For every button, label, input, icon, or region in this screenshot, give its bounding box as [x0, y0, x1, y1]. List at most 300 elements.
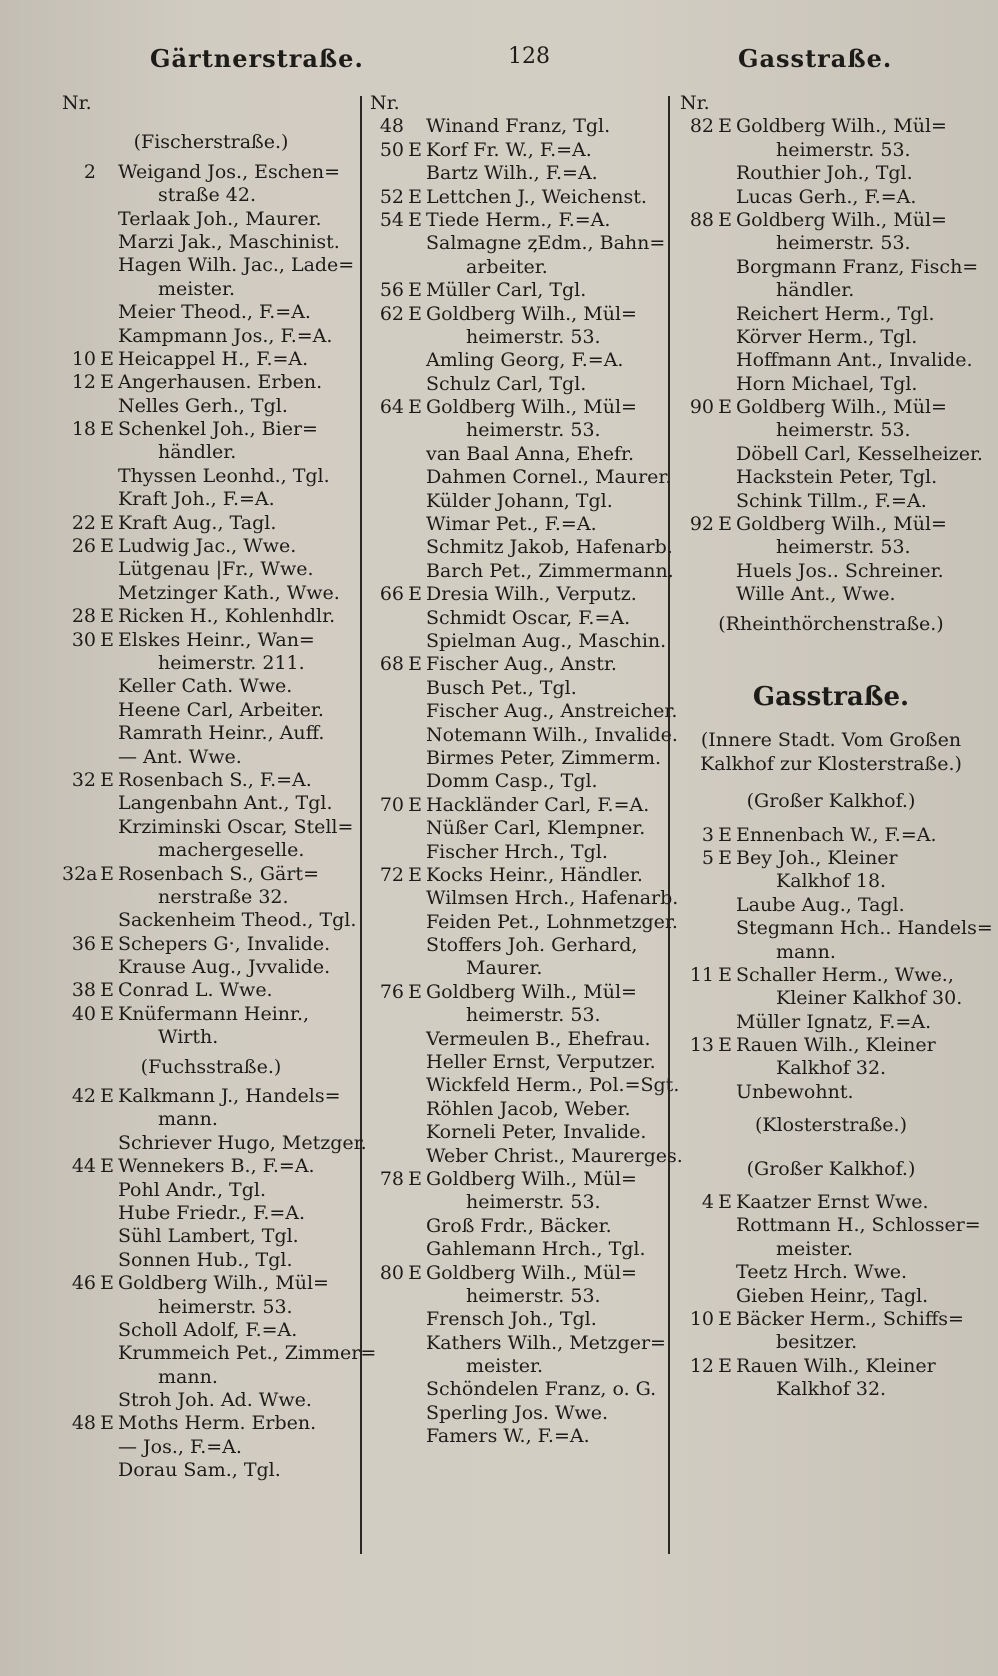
- directory-entry: [370, 910, 678, 934]
- directory-entry: [680, 1331, 982, 1354]
- house-number: 90: [689, 396, 714, 419]
- resident-text: Nüßer Carl, Klempner.: [426, 817, 646, 840]
- resident-text: Vermeulen B., Ehefrau.: [426, 1027, 651, 1050]
- resident-text: Moths Herm. Erben.: [118, 1412, 317, 1435]
- owner-mark: E: [100, 1085, 114, 1108]
- street-note: Kalkhof zur Klosterstraße.): [700, 752, 962, 775]
- resident-text: Schaller Herm., Wwe.,: [736, 963, 954, 986]
- resident-text: Heicappel H., F.=A.: [118, 347, 309, 370]
- house-number: 18: [71, 418, 96, 441]
- resident-text: Kaatzer Ernst Wwe.: [736, 1191, 929, 1214]
- resident-text: Notemann Wilh., Invalide.: [426, 723, 678, 746]
- resident-text: Dresia Wilh., Verputz.: [426, 583, 637, 606]
- directory-entry: [370, 677, 666, 700]
- directory-entry: [370, 1098, 666, 1121]
- directory-entry: [680, 256, 982, 279]
- resident-text: Bey Joh., Kleiner: [736, 846, 898, 869]
- house-number: 44: [71, 1155, 96, 1178]
- resident-text: Borgmann Franz, Fisch=: [736, 255, 979, 278]
- owner-mark: E: [408, 396, 422, 419]
- resident-text: Ramrath Heinr., Auff.: [118, 722, 325, 745]
- directory-entry: [680, 490, 982, 513]
- directory-entry: [370, 443, 666, 466]
- resident-text: Sonnen Hub., Tgl.: [118, 1248, 293, 1271]
- resident-text: Gahlemann Hrch., Tgl.: [426, 1238, 646, 1261]
- owner-mark: E: [100, 1155, 114, 1178]
- directory-entry: [680, 186, 982, 209]
- directory-entry: [680, 1355, 982, 1378]
- resident-text: Keller Cath. Wwe.: [118, 675, 293, 698]
- resident-text: Stoffers Joh. Gerhard,: [426, 934, 638, 957]
- resident-text: Rauen Wilh., Kleiner: [736, 1354, 936, 1377]
- directory-entry: [370, 1215, 666, 1238]
- resident-text: Horn Michael, Tgl.: [736, 372, 918, 395]
- house-number: 12: [71, 371, 96, 394]
- resident-text: Schöndelen Franz, o. G.: [426, 1378, 657, 1401]
- owner-mark: E: [100, 605, 114, 628]
- resident-text: Stegmann Hch.. Handels=: [736, 917, 993, 940]
- resident-text: Kraft Joh., F.=A.: [118, 488, 275, 511]
- directory-entry: [680, 303, 982, 326]
- owner-mark: E: [100, 1412, 114, 1435]
- directory-entry: [370, 1402, 666, 1425]
- directory-entry: [370, 373, 666, 396]
- directory-entry: [370, 607, 666, 630]
- resident-text: Müller Carl, Tgl.: [426, 279, 587, 302]
- directory-entry: [62, 441, 360, 464]
- resident-text: Scholl Adolf, F.=A.: [118, 1318, 298, 1341]
- directory-entry: [62, 371, 360, 394]
- resident-text: Goldberg Wilh., Mül=: [736, 115, 947, 138]
- subsection-heading: (Fuchsstraße.): [140, 1055, 282, 1078]
- directory-entry: [370, 1121, 666, 1144]
- resident-text: Schriever Hugo, Metzger.: [118, 1131, 367, 1154]
- directory-entry: [370, 1004, 666, 1027]
- directory-entry: [370, 864, 666, 887]
- owner-mark: E: [408, 208, 422, 231]
- house-number: 28: [71, 605, 96, 628]
- column-1: [62, 92, 377, 1483]
- directory-entry: [370, 559, 674, 583]
- resident-text: Weigand Jos., Eschen=: [118, 160, 341, 183]
- resident-text: Goldberg Wilh., Mül=: [426, 302, 637, 325]
- directory-entry: [680, 847, 982, 870]
- resident-text: Lütgenau |Fr., Wwe.: [118, 558, 314, 581]
- resident-text: Teetz Hrch. Wwe.: [736, 1261, 908, 1284]
- resident-text: Schenkel Joh., Bier=: [118, 418, 318, 441]
- directory-entry: [62, 722, 360, 745]
- resident-text: Wille Ant., Wwe.: [736, 583, 896, 606]
- resident-text: Krziminski Oscar, Stell=: [118, 815, 354, 838]
- directory-entry: [62, 582, 360, 605]
- directory-entry: [62, 535, 360, 558]
- resident-text: heimerstr. 53.: [776, 232, 911, 255]
- column-rule: [668, 96, 670, 1554]
- resident-text: Nelles Gerh., Tgl.: [118, 394, 288, 417]
- directory-entry: [370, 1332, 666, 1355]
- directory-entry: [680, 870, 982, 893]
- resident-text: Famers W., F.=A.: [426, 1425, 590, 1448]
- resident-text: Gieben Heinr,, Tagl.: [736, 1284, 929, 1307]
- resident-text: Goldberg Wilh., Mül=: [426, 1167, 637, 1190]
- resident-text: Goldberg Wilh., Mül=: [426, 980, 637, 1003]
- resident-text: heimerstr. 53.: [466, 1284, 601, 1307]
- directory-entry: [680, 279, 982, 302]
- house-number: 22: [71, 511, 96, 534]
- resident-text: meister.: [466, 1355, 544, 1378]
- resident-text: Elskes Heinr., Wan=: [118, 628, 315, 651]
- house-number: 12: [689, 1354, 714, 1377]
- directory-entry: [62, 465, 360, 488]
- house-number: 80: [379, 1261, 404, 1284]
- directory-entry: [370, 209, 666, 232]
- owner-mark: E: [718, 1354, 732, 1377]
- directory-entry: [62, 348, 360, 371]
- house-number: 50: [379, 138, 404, 161]
- resident-text: Schmidt Oscar, F.=A.: [426, 606, 631, 629]
- resident-text: heimerstr. 53.: [776, 536, 911, 559]
- resident-text: Dahmen Cornel., Maurer.: [426, 466, 672, 489]
- directory-entry: [370, 396, 666, 419]
- resident-text: heimerstr. 211.: [158, 651, 305, 674]
- directory-entry: [62, 909, 360, 932]
- resident-text: mann.: [776, 940, 836, 963]
- owner-mark: E: [408, 302, 422, 325]
- resident-text: nerstraße 32.: [158, 885, 289, 908]
- resident-text: Körver Herm., Tgl.: [736, 325, 918, 348]
- directory-entry: [62, 769, 360, 792]
- directory-entry: [370, 490, 666, 513]
- resident-text: Sackenheim Theod., Tgl.: [118, 909, 357, 932]
- directory-entry: [680, 443, 982, 466]
- directory-entry: [62, 699, 360, 722]
- owner-mark: E: [100, 371, 114, 394]
- house-number: 76: [379, 980, 404, 1003]
- directory-entry: [370, 794, 666, 817]
- resident-text: Wickfeld Herm., Pol.=Sgt.: [426, 1074, 680, 1097]
- resident-text: Fischer Aug., Anstreicher.: [426, 700, 678, 723]
- resident-text: Schepers G·, Invalide.: [118, 932, 331, 955]
- directory-entry: [62, 1366, 360, 1389]
- resident-text: meister.: [776, 1237, 854, 1260]
- directory-entry: [680, 1261, 982, 1284]
- resident-text: Conrad L. Wwe.: [118, 979, 273, 1002]
- directory-entry: [370, 256, 666, 279]
- owner-mark: E: [718, 1034, 732, 1057]
- resident-text: Kraft Aug., Tagl.: [118, 511, 277, 534]
- directory-entry: [680, 349, 982, 372]
- resident-text: Angerhausen. Erben.: [118, 371, 323, 394]
- house-number: 48: [71, 1412, 96, 1435]
- directory-entry: [370, 1262, 666, 1285]
- resident-text: Goldberg Wilh., Mül=: [736, 396, 947, 419]
- house-number: 88: [689, 208, 714, 231]
- directory-entry: [680, 1034, 982, 1057]
- directory-entry: [62, 558, 360, 581]
- resident-text: Marzi Jak., Maschinist.: [118, 230, 340, 253]
- house-number: 40: [71, 1002, 96, 1025]
- directory-entry: [62, 325, 360, 348]
- directory-entry: [680, 1081, 982, 1104]
- house-number: 46: [71, 1272, 96, 1295]
- resident-text: mann.: [158, 1365, 218, 1388]
- resident-text: Külder Johann, Tgl.: [426, 489, 613, 512]
- subsection-heading: (Klosterstraße.): [754, 1114, 908, 1137]
- owner-mark: E: [100, 979, 114, 1002]
- directory-entry: [370, 466, 672, 489]
- resident-text: meister.: [158, 277, 236, 300]
- resident-text: Ricken H., Kohlenhdlr.: [118, 605, 336, 628]
- owner-mark: E: [408, 793, 422, 816]
- directory-entry: [370, 232, 666, 255]
- directory-entry: [62, 208, 360, 231]
- directory-entry: [370, 770, 666, 793]
- resident-text: Sperling Jos. Wwe.: [426, 1401, 609, 1424]
- directory-entry: [370, 747, 666, 770]
- resident-text: — Jos., F.=A.: [118, 1435, 242, 1458]
- directory-entry: [62, 956, 360, 979]
- directory-entry: [370, 1238, 666, 1261]
- subsection-heading: (Großer Kalkhof.): [746, 1157, 916, 1180]
- resident-text: Laube Aug., Tagl.: [736, 893, 905, 916]
- owner-mark: E: [100, 1002, 114, 1025]
- house-number: 4: [701, 1191, 714, 1214]
- directory-entry: [680, 1011, 982, 1034]
- resident-text: heimerstr. 53.: [466, 419, 601, 442]
- resident-text: Dorau Sam., Tgl.: [118, 1459, 281, 1482]
- resident-text: straße 42.: [158, 184, 256, 207]
- house-number: 26: [71, 535, 96, 558]
- street-note: (Innere Stadt. Vom Großen: [700, 729, 962, 752]
- directory-entry: [680, 209, 982, 232]
- directory-entry: [62, 629, 360, 652]
- street-title: Gasstraße.: [752, 681, 910, 712]
- directory-entry: [370, 1168, 666, 1191]
- directory-entry: [680, 824, 982, 847]
- resident-text: Metzinger Kath., Wwe.: [118, 581, 340, 604]
- directory-entry: [62, 1412, 360, 1435]
- resident-text: Thyssen Leonhd., Tgl.: [118, 464, 330, 487]
- directory-entry: [62, 675, 360, 698]
- directory-entry: [370, 1355, 666, 1378]
- directory-entry: [370, 162, 666, 185]
- column-3: [680, 92, 993, 1402]
- directory-entry: [62, 839, 360, 862]
- resident-text: Schink Tillm., F.=A.: [736, 489, 927, 512]
- owner-mark: E: [100, 628, 114, 651]
- house-number: 5: [701, 846, 714, 869]
- resident-text: Rosenbach S., F.=A.: [118, 768, 312, 791]
- resident-text: Heller Ernst, Verputzer.: [426, 1051, 656, 1074]
- owner-mark: E: [718, 823, 732, 846]
- directory-entry: [680, 964, 982, 987]
- resident-text: Goldberg Wilh., Mül=: [736, 208, 947, 231]
- directory-entry: [370, 653, 666, 676]
- directory-entry: [62, 1319, 360, 1342]
- resident-text: Meier Theod., F.=A.: [118, 301, 311, 324]
- resident-text: Kleiner Kalkhof 30.: [776, 987, 963, 1010]
- resident-text: Huels Jos.. Schreiner.: [736, 559, 944, 582]
- house-number: 42: [71, 1085, 96, 1108]
- owner-mark: E: [718, 1307, 732, 1330]
- house-number: 2: [83, 160, 96, 183]
- house-number: 78: [379, 1167, 404, 1190]
- directory-entry: [62, 1026, 360, 1049]
- directory-entry: [370, 513, 666, 536]
- resident-text: Lucas Gerh., F.=A.: [736, 185, 917, 208]
- owner-mark: E: [100, 768, 114, 791]
- resident-text: Hackländer Carl, F.=A.: [426, 793, 650, 816]
- resident-text: heimerstr. 53.: [776, 138, 911, 161]
- resident-text: machergeselle.: [158, 839, 305, 862]
- house-number: 32: [71, 768, 96, 791]
- resident-text: Wirth.: [158, 1026, 219, 1049]
- owner-mark: E: [718, 1191, 732, 1214]
- directory-entry: [62, 1131, 367, 1155]
- directory-entry: [62, 278, 360, 301]
- resident-text: Korneli Peter, Invalide.: [426, 1121, 647, 1144]
- owner-mark: E: [408, 138, 422, 161]
- directory-entry: [680, 419, 982, 442]
- directory-entry: [680, 560, 982, 583]
- directory-entry: [62, 1225, 360, 1248]
- subsection-heading: (Großer Kalkhof.): [746, 790, 916, 813]
- directory-entry: [370, 186, 666, 209]
- resident-text: Krummeich Pet., Zimmer=: [118, 1342, 377, 1365]
- directory-entry: [680, 583, 982, 606]
- house-number: 72: [379, 863, 404, 886]
- resident-text: Müller Ignatz, F.=A.: [736, 1010, 932, 1033]
- directory-entry: [370, 1308, 666, 1331]
- resident-text: Tiede Herm., F.=A.: [426, 208, 611, 231]
- directory-entry: [62, 1003, 360, 1026]
- resident-text: Pohl Andr., Tgl.: [118, 1178, 266, 1201]
- directory-entry: [370, 279, 666, 302]
- house-number: 52: [379, 185, 404, 208]
- directory-entry: [370, 1144, 683, 1168]
- resident-text: Winand Franz, Tgl.: [426, 115, 611, 138]
- resident-text: Kathers Wilh., Metzger=: [426, 1331, 666, 1354]
- owner-mark: E: [718, 846, 732, 869]
- resident-text: Maurer.: [466, 957, 543, 980]
- column-2: [370, 92, 683, 1449]
- directory-entry: [680, 1191, 982, 1214]
- owner-mark: E: [100, 862, 114, 885]
- directory-entry: [370, 1051, 666, 1074]
- resident-text: Sühl Lambert, Tgl.: [118, 1225, 299, 1248]
- resident-text: händler.: [158, 441, 237, 464]
- resident-text: Weber Christ., Maurerges.: [426, 1144, 683, 1167]
- resident-text: Hoffmann Ant., Invalide.: [736, 349, 973, 372]
- directory-entry: [62, 605, 360, 628]
- directory-entry: [370, 1191, 666, 1214]
- resident-text: Bäcker Herm., Schiffs=: [736, 1307, 964, 1330]
- house-number: 10: [689, 1307, 714, 1330]
- resident-text: Hagen Wilh. Jac., Lade=: [118, 254, 355, 277]
- house-number: 66: [379, 583, 404, 606]
- directory-entry: [62, 184, 360, 207]
- directory-entry: [680, 115, 982, 138]
- directory-entry: [680, 513, 982, 536]
- directory-entry: [62, 488, 360, 511]
- directory-entry: [62, 1179, 360, 1202]
- directory-entry: [370, 841, 666, 864]
- directory-entry: [680, 941, 982, 964]
- resident-text: Hackstein Peter, Tgl.: [736, 466, 938, 489]
- resident-text: Knüfermann Heinr.,: [118, 1002, 310, 1025]
- house-number: 11: [689, 963, 714, 986]
- house-number: 13: [689, 1034, 714, 1057]
- subsection-heading: (Rheinthörchenstraße.): [718, 612, 944, 635]
- owner-mark: E: [408, 1261, 422, 1284]
- resident-text: Birmes Peter, Zimmerm.: [426, 746, 661, 769]
- directory-entry: [370, 630, 666, 653]
- resident-text: Stroh Joh. Ad. Wwe.: [118, 1389, 312, 1412]
- owner-mark: E: [100, 932, 114, 955]
- resident-text: Rauen Wilh., Kleiner: [736, 1034, 936, 1057]
- house-number: 68: [379, 653, 404, 676]
- resident-text: Wennekers B., F.=A.: [118, 1155, 315, 1178]
- resident-text: heimerstr. 53.: [158, 1295, 293, 1318]
- resident-text: Heene Carl, Arbeiter.: [118, 698, 324, 721]
- resident-text: heimerstr. 53.: [466, 325, 601, 348]
- resident-text: Korf Fr. W., F.=A.: [426, 138, 592, 161]
- directory-entry: [370, 139, 666, 162]
- owner-mark: E: [718, 963, 732, 986]
- resident-text: besitzer.: [776, 1331, 858, 1354]
- directory-entry: [370, 303, 666, 326]
- directory-entry: [370, 419, 666, 442]
- nr-heading: Nr.: [62, 92, 92, 114]
- directory-entry: [62, 1342, 377, 1365]
- house-number: 48: [379, 115, 404, 138]
- directory-entry: [370, 536, 673, 559]
- directory-entry: [62, 933, 360, 956]
- owner-mark: E: [718, 208, 732, 231]
- directory-entry: [680, 373, 982, 396]
- resident-text: Frensch Joh., Tgl.: [426, 1308, 597, 1331]
- directory-entry: [680, 1238, 982, 1261]
- owner-mark: E: [408, 653, 422, 676]
- house-number: 36: [71, 932, 96, 955]
- directory-entry: [62, 1249, 360, 1272]
- owner-mark: E: [408, 279, 422, 302]
- house-number: 54: [379, 208, 404, 231]
- resident-text: Langenbahn Ant., Tgl.: [118, 792, 333, 815]
- owner-mark: E: [408, 185, 422, 208]
- directory-entry: [370, 1285, 666, 1308]
- resident-text: Fischer Aug., Anstr.: [426, 653, 617, 676]
- directory-entry: [680, 396, 982, 419]
- directory-entry: [370, 700, 678, 723]
- directory-entry: [62, 231, 360, 254]
- resident-text: Busch Pet., Tgl.: [426, 676, 577, 699]
- directory-entry: [62, 395, 360, 418]
- owner-mark: E: [408, 583, 422, 606]
- directory-entry: [62, 816, 360, 839]
- resident-text: Hube Friedr., F.=A.: [118, 1201, 306, 1224]
- directory-entry: [680, 162, 982, 185]
- directory-entry: [680, 1057, 982, 1080]
- house-number: 32a: [62, 862, 98, 885]
- directory-entry: [62, 863, 360, 886]
- directory-entry: [62, 1155, 360, 1178]
- directory-entry: [62, 652, 360, 675]
- resident-text: Rosenbach S., Gärt=: [118, 862, 319, 885]
- house-number: 38: [71, 979, 96, 1002]
- resident-text: Schulz Carl, Tgl.: [426, 372, 587, 395]
- resident-text: Döbell Carl, Kesselheizer.: [736, 442, 983, 465]
